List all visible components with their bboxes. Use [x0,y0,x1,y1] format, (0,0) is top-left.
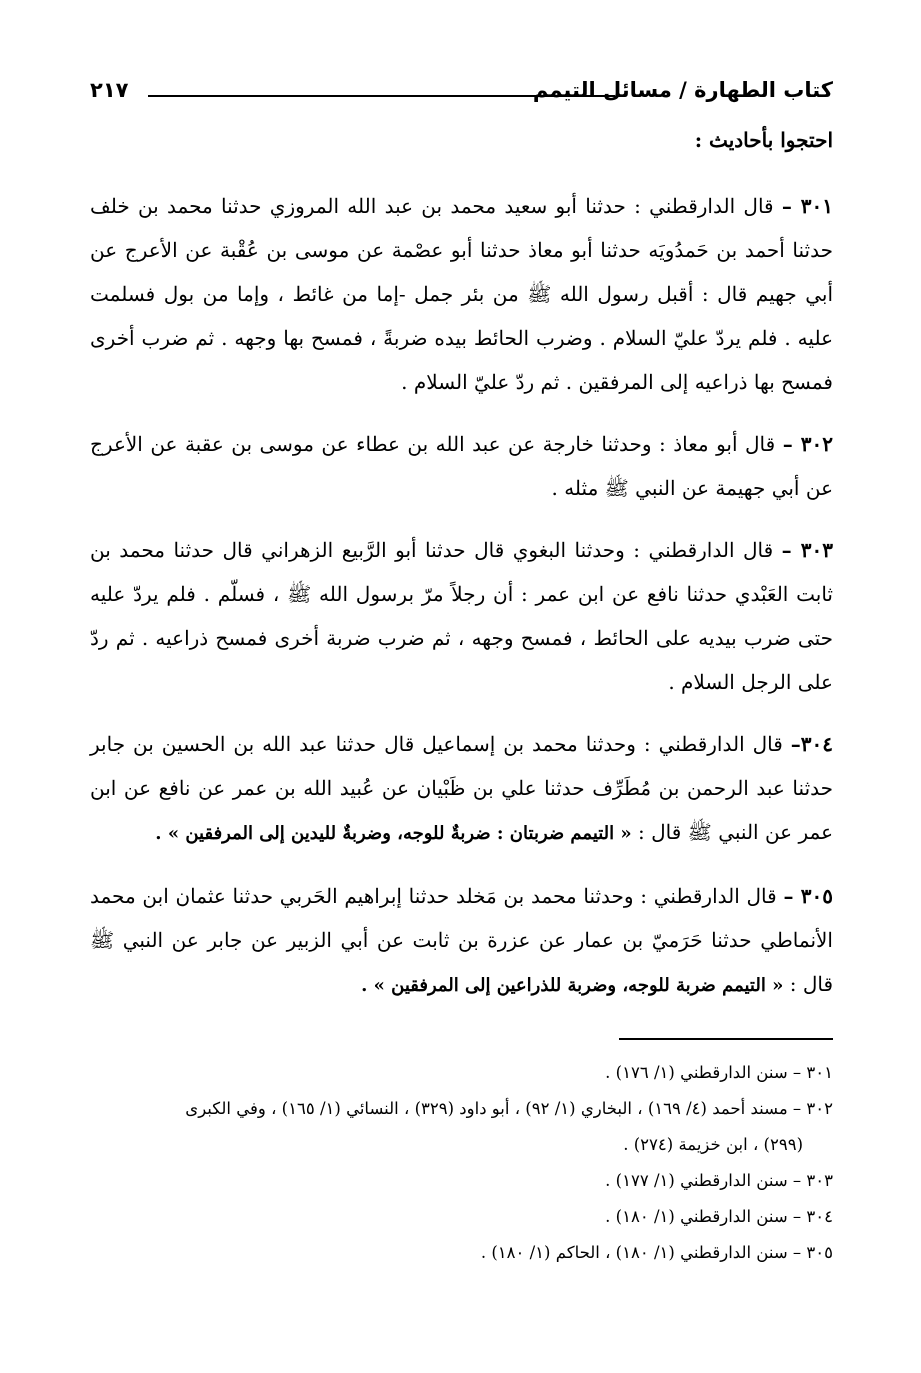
hadith-305 [90,874,833,1008]
running-header [90,78,833,112]
hadith-number: ٣٠٢ – [782,432,834,456]
footnote-separator [619,1038,833,1040]
hadith-text: قال أبو معاذ : وحدثنا خارجة عن عبد الله بن عطاء عن موسى بن عقبة عن الأعرج عن أبي جهيمة عن النبي ﷺ مثله . [90,432,833,500]
hadith-text: قال الدارقطني : حدثنا أبو سعيد محمد بن عبد الله المروزي حدثنا محمد بن خلف حدثنا أحمد بن حَمدُويَه حدثنا أبو معاذ حدثنا أبو عصْمة عن موسى بن عُقْبة عن الأعرج عن أبي جهيم قال : أقبل رسول الله ﷺ من بئر جمل -إما من غائط ، وإما من بول فسلمت عليه . فلم يردّ عليّ السلام . وضرب الحائط بيده ضربةً ، فمسح بها وجهه . ثم ضرب أخرى فمسح بها ذراعيه إلى المرفقين . ثم ردّ عليّ السلام . [90,194,834,394]
hadith-304 [90,722,833,856]
hadith-quote: « التيمم ضربتان : ضربةٌ للوجه، وضربةٌ لليدين إلى المرفقين » . [155,823,632,844]
intro-line: احتجوا بأحاديث : [694,128,833,152]
header-rule [148,95,615,97]
hadith-number: ٣٠٣ – [781,538,833,562]
hadith-text: قال الدارقطني : وحدثنا محمد بن مَخلد حدثنا إبراهيم الحَربي حدثنا عثمان ابن محمد الأنماطي حدثنا حَرَميّ بن عمار عن عزرة بن ثابت عن أبي الزبير عن جابر عن النبي ﷺ قال : [90,884,833,996]
hadith-number: ٣٠٤– [790,732,833,756]
hadith-301 [90,184,833,404]
hadith-303 [90,528,833,704]
hadith-number: ٣٠٥ – [783,884,834,908]
page-number: ٢١٧ [90,78,129,102]
footnotes [90,1055,833,1271]
hadith-302 [90,422,833,510]
main-text [90,118,833,1026]
header-title: كتاب الطهارة / مسائل التيمم [532,78,833,102]
footnote-302-continued: (٢٩٩) ، ابن خزيمة (٢٧٤) . [623,1135,803,1154]
hadith-quote: « التيمم ضربة للوجه، وضربة للذراعين إلى المرفقين » . [361,975,784,996]
footnote-301: ٣٠١ – سنن الدارقطني (١/ ١٧٦) . [605,1063,833,1082]
footnote-305: ٣٠٥ – سنن الدارقطني (١/ ١٨٠) ، الحاكم (١/ ١٨٠) . [480,1243,833,1262]
hadith-text: قال الدارقطني : وحدثنا محمد بن إسماعيل قال حدثنا عبد الله بن الحسين بن جابر حدثنا عبد الرحمن بن مُطَرِّف حدثنا علي بن ظَبْيان عن عُبيد الله بن عمر عن نافع عن ابن عمر عن النبي ﷺ قال : [90,732,833,844]
footnote-304: ٣٠٤ – سنن الدارقطني (١/ ١٨٠) . [605,1207,833,1226]
hadith-number: ٣٠١ – [781,194,834,218]
hadith-text: قال الدارقطني : وحدثنا البغوي قال حدثنا أبو الرَّبيع الزهراني قال حدثنا محمد بن ثابت العَبْدي حدثنا نافع عن ابن عمر : أن رجلاً مرّ برسول الله ﷺ ، فسلّم . فلم يردّ عليه حتى ضرب بيديه على الحائط ، فمسح وجهه ، ثم ضرب ضربة أخرى فمسح ذراعيه . ثم ردّ على الرجل السلام . [90,538,833,694]
footnote-303: ٣٠٣ – سنن الدارقطني (١/ ١٧٧) . [605,1171,833,1190]
footnote-302: ٣٠٢ – مسند أحمد (٤/ ١٦٩) ، البخاري (١/ ٩٢) ، أبو داود (٣٢٩) ، النسائي (١/ ١٦٥) ، وفي الكبرى [185,1099,833,1118]
